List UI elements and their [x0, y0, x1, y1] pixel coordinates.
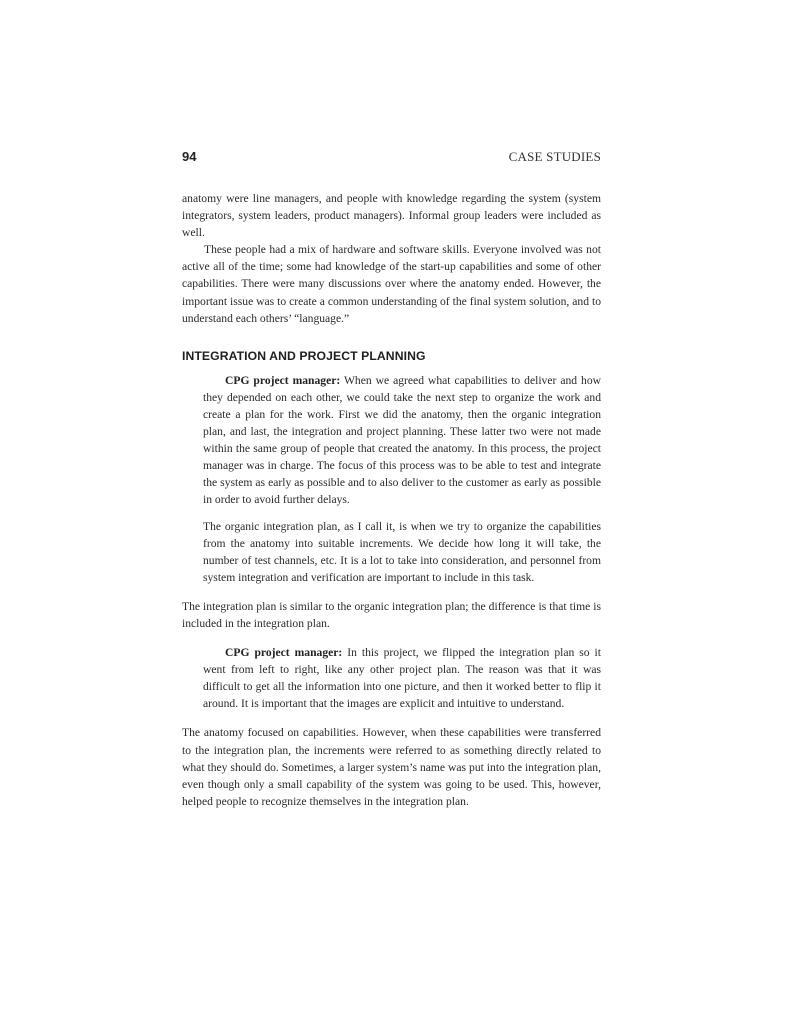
- quote-1-continuation: The organic integration plan, as I call it, is when we try to organize the capabilities from the anatomy into suitable increments. We decide how long it will take, the number of test channels, etc. It is a lot to take into consideration, and personnel from system integration and verification are important to include in this task.: [203, 519, 601, 584]
- quote-1-paragraph: [203, 372, 601, 509]
- quote-2-speaker: CPG project manager:: [225, 646, 343, 660]
- quote-1-text: When we agreed what capabilities to deliver and how they depended on each other, we could take the next step to organize the work and create a plan for the work. First we did the anatomy, then the organic integration plan, and last, the integration and project planning. These latter two were not made within the same group of people that created the anatomy. In this process, the project manager was in charge. The focus of this process was to be able to test and integrate the system as early as possible and to also deliver to the customer as early as possible in order to avoid further delays.: [203, 373, 601, 507]
- body-paragraph-2: These people had a mix of hardware and software skills. Everyone involved was not active all of the time; some had knowledge of the start-up capabilities and some of other capabilities. There were many discussions over where the anatomy ended. However, the important issue was to create a common understanding of the final system solution, and to understand each others’ “language.”: [182, 243, 601, 325]
- quote-block-2: [203, 644, 601, 712]
- body-paragraph-4: The anatomy focused on capabilities. However, when these capabilities were transferred to the integration plan, the increments were referred to as something directly related to what they should do. Sometimes, a larger system’s name was put into the integration plan, even though only a small capability of the system was going to be used. This, however, helped people to recognize themselves in the integration plan.: [182, 726, 601, 808]
- quote-2-paragraph: [203, 644, 601, 712]
- quote-2-text: In this project, we flipped the integration plan so it went from left to right, like any other project plan. The reason was that it was difficult to get all the information into one picture, and then it worked better to flip it around. It is important that the images are explicit and intuitive to understand.: [203, 646, 601, 711]
- section-heading: INTEGRATION AND PROJECT PLANNING: [182, 348, 426, 363]
- running-title: CASE STUDIES: [508, 149, 601, 164]
- book-page: [182, 149, 601, 810]
- quote-1-speaker: CPG project manager:: [225, 373, 341, 387]
- page-number: 94: [182, 149, 197, 164]
- body-paragraph-3: The integration plan is similar to the organic integration plan; the difference is that time is included in the integration plan.: [182, 599, 601, 630]
- running-head: [182, 149, 601, 169]
- quote-block-1: [203, 372, 601, 586]
- body-paragraph-1: anatomy were line managers, and people with knowledge regarding the system (system integrators, system leaders, product managers). Informal group leaders were included as well.: [182, 192, 601, 240]
